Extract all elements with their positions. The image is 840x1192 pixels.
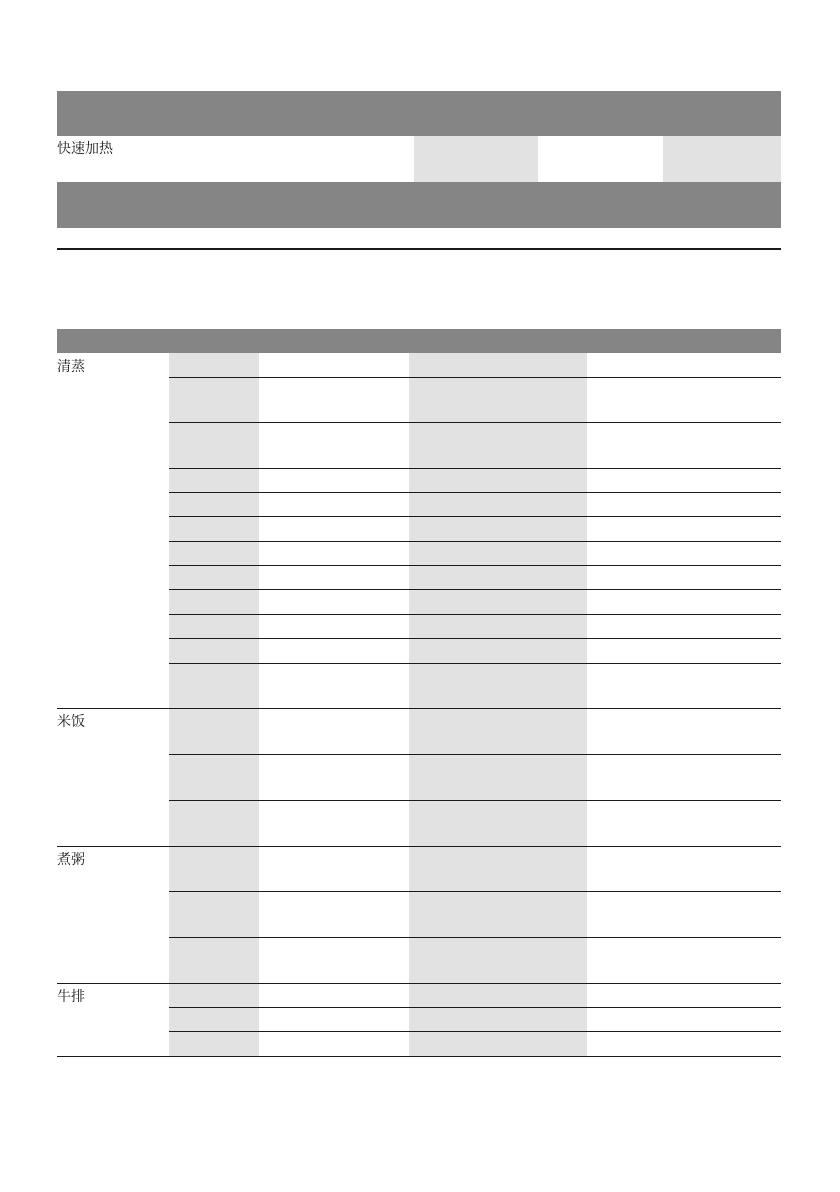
row-divider (169, 891, 781, 892)
group-divider (57, 708, 781, 709)
row-divider (169, 800, 781, 801)
quick-heat-cell-1 (414, 136, 538, 182)
row-divider (169, 638, 781, 639)
row-divider (169, 663, 781, 664)
row-divider (169, 565, 781, 566)
row-divider (169, 1031, 781, 1032)
row-divider (169, 614, 781, 615)
group-divider (57, 846, 781, 847)
quick-heat-label: 快速加热 (57, 141, 113, 157)
table-bottom-rule (57, 1056, 781, 1057)
group-label-porridge: 煮粥 (57, 852, 85, 868)
group-label-steak: 牛排 (57, 989, 85, 1005)
quick-table-header (57, 91, 781, 136)
row-divider (169, 1007, 781, 1008)
program-table-header (57, 329, 781, 353)
row-divider (169, 422, 781, 423)
row-divider (169, 492, 781, 493)
row-divider (169, 541, 781, 542)
section-divider (57, 248, 781, 250)
row-divider (169, 468, 781, 469)
group-label-rice: 米饭 (57, 714, 85, 730)
program-column-2-shade (169, 353, 259, 1056)
row-divider (169, 937, 781, 938)
group-label-steam: 清蒸 (57, 359, 85, 375)
quick-table-footer (57, 182, 781, 228)
row-divider (169, 516, 781, 517)
row-divider (169, 589, 781, 590)
group-divider (57, 983, 781, 984)
quick-heat-cell-3 (663, 136, 781, 182)
program-column-4-shade (409, 353, 587, 1056)
row-divider (169, 377, 781, 378)
row-divider (169, 754, 781, 755)
